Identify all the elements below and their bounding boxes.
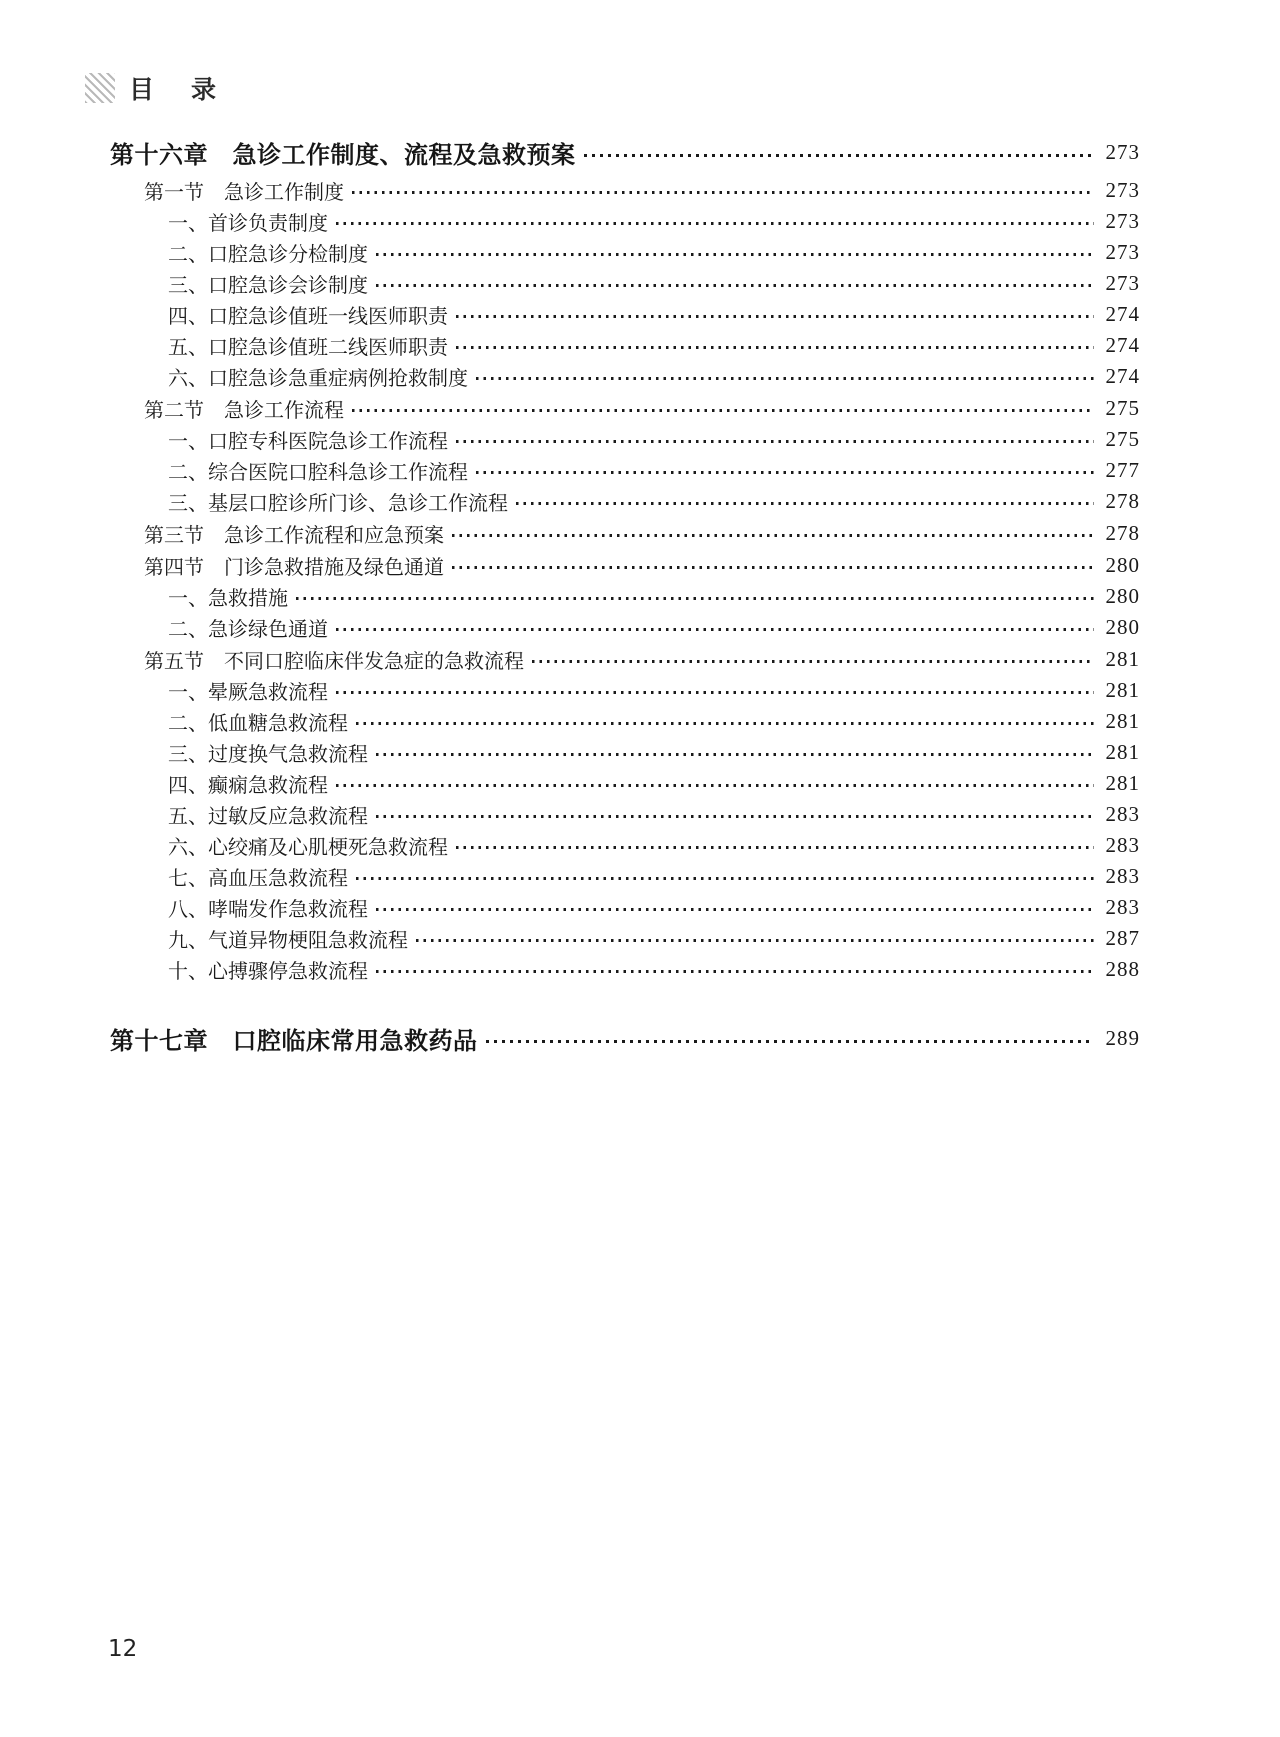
toc-entry-title: 一、口腔专科医院急诊工作流程: [168, 431, 448, 453]
toc-entry-title: 九、气道异物梗阻急救流程: [168, 930, 408, 952]
dot-leader: [456, 440, 1094, 443]
toc-entry-title: 三、过度换气急救流程: [168, 744, 368, 766]
toc-entry-page: 283: [1105, 895, 1140, 919]
toc-entry-title: 第二节 急诊工作流程: [144, 399, 344, 422]
toc-entry-title: 十、心搏骤停急救流程: [168, 961, 368, 983]
toc-entry-title: 七、高血压急救流程: [168, 868, 348, 890]
toc-entry-page: 283: [1105, 802, 1140, 826]
toc-entry-page: 281: [1105, 740, 1140, 764]
toc-entry: [110, 954, 1140, 985]
toc-entry-page: 273: [1105, 271, 1140, 295]
dot-leader: [336, 784, 1094, 787]
dot-leader: [452, 534, 1094, 537]
toc-entry-page: 288: [1105, 957, 1140, 981]
toc-entry-page: 274: [1105, 333, 1140, 357]
dot-leader: [452, 566, 1094, 569]
toc-entry-page: 281: [1105, 678, 1140, 702]
toc-entry: [110, 737, 1140, 768]
toc-entry-page: 281: [1105, 709, 1140, 733]
toc-entry-title: 三、口腔急诊会诊制度: [168, 275, 368, 297]
toc-entry-title: 二、低血糖急救流程: [168, 713, 348, 735]
toc-entry-title: 五、过敏反应急救流程: [168, 806, 368, 828]
dot-leader: [416, 939, 1094, 942]
dot-leader: [532, 660, 1094, 663]
toc-entry-title: 四、癫痫急救流程: [168, 775, 328, 797]
toc-entry: [110, 581, 1140, 612]
toc-entry-page: 289: [1105, 1025, 1140, 1050]
toc-entry-page: 273: [1105, 209, 1140, 233]
toc-entry-title: 第十七章 口腔临床常用急救药品: [110, 1026, 478, 1055]
toc-entry: [110, 455, 1140, 486]
toc-entry-title: 八、哮喘发作急救流程: [168, 899, 368, 921]
toc-entry-title: 六、心绞痛及心肌梗死急救流程: [168, 837, 448, 859]
toc-entry-page: 280: [1105, 584, 1140, 608]
dot-leader: [376, 253, 1094, 256]
toc-entry: [110, 799, 1140, 830]
dot-leader: [516, 502, 1094, 505]
toc-entry-page: 278: [1105, 520, 1140, 545]
toc-entry: [110, 706, 1140, 737]
dot-leader: [476, 471, 1094, 474]
toc-entry-title: 第四节 门诊急救措施及绿色通道: [144, 556, 444, 579]
toc-entry: [110, 424, 1140, 455]
dot-leader: [456, 315, 1094, 318]
toc-entry: [110, 299, 1140, 330]
toc-entry-title: 二、口腔急诊分检制度: [168, 244, 368, 266]
toc-entry: [110, 361, 1140, 392]
toc-entry-page: 278: [1105, 489, 1140, 513]
page-title: 目 录: [129, 75, 223, 104]
toc-entry: [110, 830, 1140, 861]
toc-entry-title: 第一节 急诊工作制度: [144, 181, 344, 204]
dot-leader: [476, 377, 1094, 380]
dot-leader: [352, 409, 1094, 412]
toc-entry: [110, 206, 1140, 237]
toc-entry: [110, 892, 1140, 923]
toc-entry-page: 283: [1105, 833, 1140, 857]
table-of-contents: [110, 132, 1140, 1060]
toc-entry: [110, 486, 1140, 517]
dot-leader: [296, 597, 1094, 600]
toc-entry-title: 一、急救措施: [168, 588, 288, 610]
dot-leader: [456, 846, 1094, 849]
toc-entry-page: 277: [1105, 458, 1140, 482]
toc-entry-title: 五、口腔急诊值班二线医师职责: [168, 337, 448, 359]
toc-entry-title: 三、基层口腔诊所门诊、急诊工作流程: [168, 493, 508, 515]
toc-entry-page: 281: [1105, 646, 1140, 671]
dot-leader: [336, 628, 1094, 631]
dot-leader: [356, 877, 1094, 880]
toc-entry-title: 四、口腔急诊值班一线医师职责: [168, 306, 448, 328]
toc-entry: [110, 861, 1140, 892]
dot-leader: [336, 691, 1094, 694]
toc-entry-title: 二、急诊绿色通道: [168, 619, 328, 641]
dot-leader: [376, 970, 1094, 973]
dot-leader: [376, 908, 1094, 911]
toc-entry: [110, 675, 1140, 706]
dot-leader: [456, 346, 1094, 349]
toc-entry: [110, 174, 1140, 206]
toc-entry-page: 287: [1105, 926, 1140, 950]
toc-entry-page: 273: [1105, 177, 1140, 202]
toc-entry: [110, 643, 1140, 675]
toc-entry-page: 273: [1105, 240, 1140, 264]
toc-entry: [110, 132, 1140, 172]
toc-entry: [110, 612, 1140, 643]
page-header: [85, 70, 222, 106]
toc-entry-title: 一、首诊负责制度: [168, 213, 328, 235]
toc-entry-title: 第五节 不同口腔临床伴发急症的急救流程: [144, 650, 524, 673]
toc-entry-title: 二、综合医院口腔科急诊工作流程: [168, 462, 468, 484]
toc-entry-title: 第三节 急诊工作流程和应急预案: [144, 524, 444, 547]
toc-entry-page: 275: [1105, 427, 1140, 451]
toc-entry: [110, 237, 1140, 268]
dot-leader: [336, 222, 1094, 225]
toc-entry: [110, 330, 1140, 361]
toc-entry-title: 一、晕厥急救流程: [168, 682, 328, 704]
toc-entry-page: 280: [1105, 552, 1140, 577]
toc-entry-page: 280: [1105, 615, 1140, 639]
toc-entry: [110, 517, 1140, 549]
folio-page-number: 12: [108, 1636, 138, 1662]
dot-leader: [376, 284, 1094, 287]
toc-entry-page: 275: [1105, 395, 1140, 420]
dot-leader: [356, 722, 1094, 725]
toc-entry: [110, 549, 1140, 581]
dot-leader: [376, 753, 1094, 756]
toc-entry: [110, 392, 1140, 424]
hatched-square-icon: [85, 73, 115, 103]
toc-entry-page: 283: [1105, 864, 1140, 888]
toc-entry-page: 274: [1105, 364, 1140, 388]
toc-entry-page: 273: [1105, 139, 1140, 164]
toc-entry-page: 274: [1105, 302, 1140, 326]
dot-leader: [584, 154, 1095, 157]
toc-entry: [110, 1018, 1140, 1058]
dot-leader: [486, 1040, 1095, 1043]
toc-entry: [110, 268, 1140, 299]
toc-entry-page: 281: [1105, 771, 1140, 795]
dot-leader: [352, 191, 1094, 194]
toc-entry: [110, 923, 1140, 954]
toc-entry: [110, 768, 1140, 799]
toc-entry-title: 六、口腔急诊急重症病例抢救制度: [168, 368, 468, 390]
dot-leader: [376, 815, 1094, 818]
toc-entry-title: 第十六章 急诊工作制度、流程及急救预案: [110, 140, 576, 169]
